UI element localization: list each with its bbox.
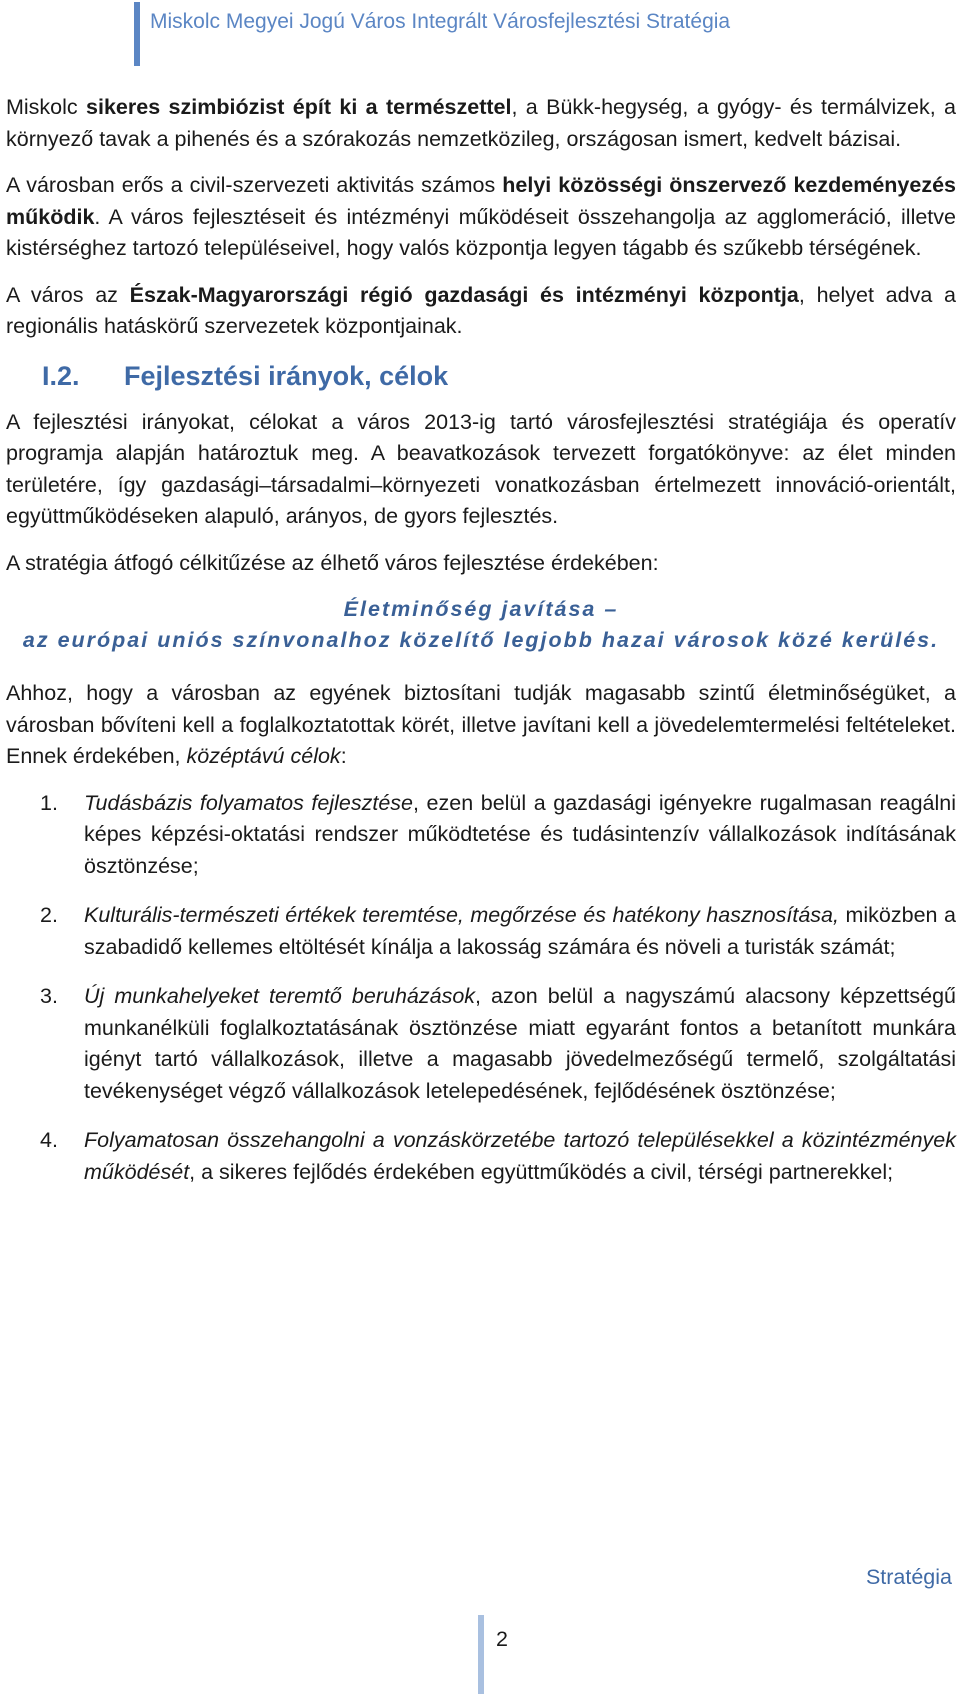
paragraph-2 (6, 170, 956, 265)
list-text (84, 788, 956, 883)
text-run: , azon belül a nagyszámú alacsony képzettségű munkanélküli foglalkoztatásának ösztönzése miatt egyaránt fontos a betanított munkára igényt tartó vállalkozások, illetve a magasabb jövedelmezőségű termelő, szolgáltatási tevékenységet végző vállalkozások letelepedésének, fejlődésének ösztönzése; (84, 984, 956, 1103)
paragraph-5: A stratégia átfogó célkitűzése az élhető város fejlesztése érdekében: (6, 550, 659, 575)
text-run: , helyet adva a regionális hatáskörű szervezetek központjainak. (6, 282, 956, 338)
text-run: , ezen belül a gazdasági igényekre rugalmasan reagálni képes képzési-oktatási rendszer működtetése és tudásintenzív vállalkozások indításának ösztönzése; (84, 790, 956, 878)
text-run: miközben a szabadidő kellemes eltöltését kínálja a lakosság számára és növeli a turisták számát; (84, 903, 956, 959)
page-header (134, 2, 944, 66)
bold-run: Észak-Magyarországi régió gazdasági és intézményi központja (129, 282, 799, 307)
section-heading (42, 359, 956, 393)
paragraph-3 (6, 280, 956, 343)
section-number: I.2. (42, 360, 80, 391)
paragraph-4: A fejlesztési irányokat, célokat a város 2013-ig tartó városfejlesztési stratégiája és operatív programja alapján határoztuk meg. A beavatkozások tervezett forgatókönyve: az élet minden területére, így gazdasági–társadalmi–környezeti vonatkozásban értelmezett innováció-orientált, együttműködéseken alapuló, arányos, de gyors fejlesztés. (6, 409, 956, 528)
list-item (6, 1125, 956, 1188)
bold-run: helyi közösségi önszervező kezdeményezés működik (6, 173, 956, 229)
list-number: 1. (40, 790, 58, 815)
italic-run: Folyamatosan összehangolni a vonzáskörzetébe tartozó településekkel a közintézmények működését (84, 1128, 956, 1184)
goals-list (6, 788, 956, 1189)
text-run: , a Bükk-hegység, a gyógy- és termálvizek, a környező tavak a pihenés és a szórakozás nemzetközileg, országosan ismert, kedvelt bázisai. (6, 95, 956, 151)
page-number: 2 (496, 1627, 508, 1651)
text-run: Ahhoz, hogy a városban az egyének biztosítani tudják magasabb szintű életminőségüket, a városban bővíteni kell a foglalkoztatottak körét, illetve javítani kell a jövedelemtermelési feltételeket. Ennek érdekében, (6, 681, 956, 768)
italic-run: Tudásbázis folyamatos fejlesztése (84, 790, 414, 815)
italic-run: Új munkahelyeket teremtő beruházások (84, 984, 476, 1008)
italic-run: Kulturális-természeti értékek teremtése, megőrzése és hatékony hasznosítása, (84, 903, 839, 927)
strategic-goal-quote (6, 594, 956, 656)
list-number: 4. (40, 1128, 58, 1152)
paragraph-6 (6, 678, 956, 773)
document-title: Miskolc Megyei Jogú Város Integrált Városfejlesztési Stratégia (150, 10, 731, 33)
list-number: 2. (40, 903, 58, 927)
list-text (84, 1125, 956, 1188)
list-item (6, 981, 956, 1107)
list-item (6, 900, 956, 963)
bold-run: sikeres szimbiózist épít ki a természettel (86, 95, 512, 119)
paragraph-1 (6, 92, 956, 155)
section-title: Fejlesztési irányok, célok (124, 360, 449, 391)
document-body (6, 92, 956, 1206)
quote-line-2: az európai uniós színvonalhoz közelítő legjobb hazai városok közé kerülés. (22, 628, 940, 652)
page-footer (478, 1615, 508, 1694)
list-number: 3. (40, 984, 58, 1008)
text-run: A városban erős a civil-szervezeti aktivitás számos (6, 173, 503, 197)
text-run: A város az (6, 282, 130, 307)
text-run: . A város fejlesztéseit és intézményi működéseit összehangolja az agglomeráció, illetve kistérséghez tartozó településeivel, hogy valós központja legyen tágabb és szűkebb térségének. (6, 204, 956, 260)
italic-run: középtávú célok (186, 744, 341, 768)
list-item (6, 788, 956, 883)
list-text (84, 900, 956, 963)
text-run: , a sikeres fejlődés érdekében együttműködés a civil, térségi partnerekkel; (189, 1159, 894, 1184)
text-run: : (340, 744, 347, 768)
list-text (84, 981, 956, 1107)
text-run: Miskolc (6, 95, 87, 119)
footer-label: Stratégia (865, 1565, 952, 1589)
quote-line-1: Életminőség javítása – (343, 597, 619, 621)
